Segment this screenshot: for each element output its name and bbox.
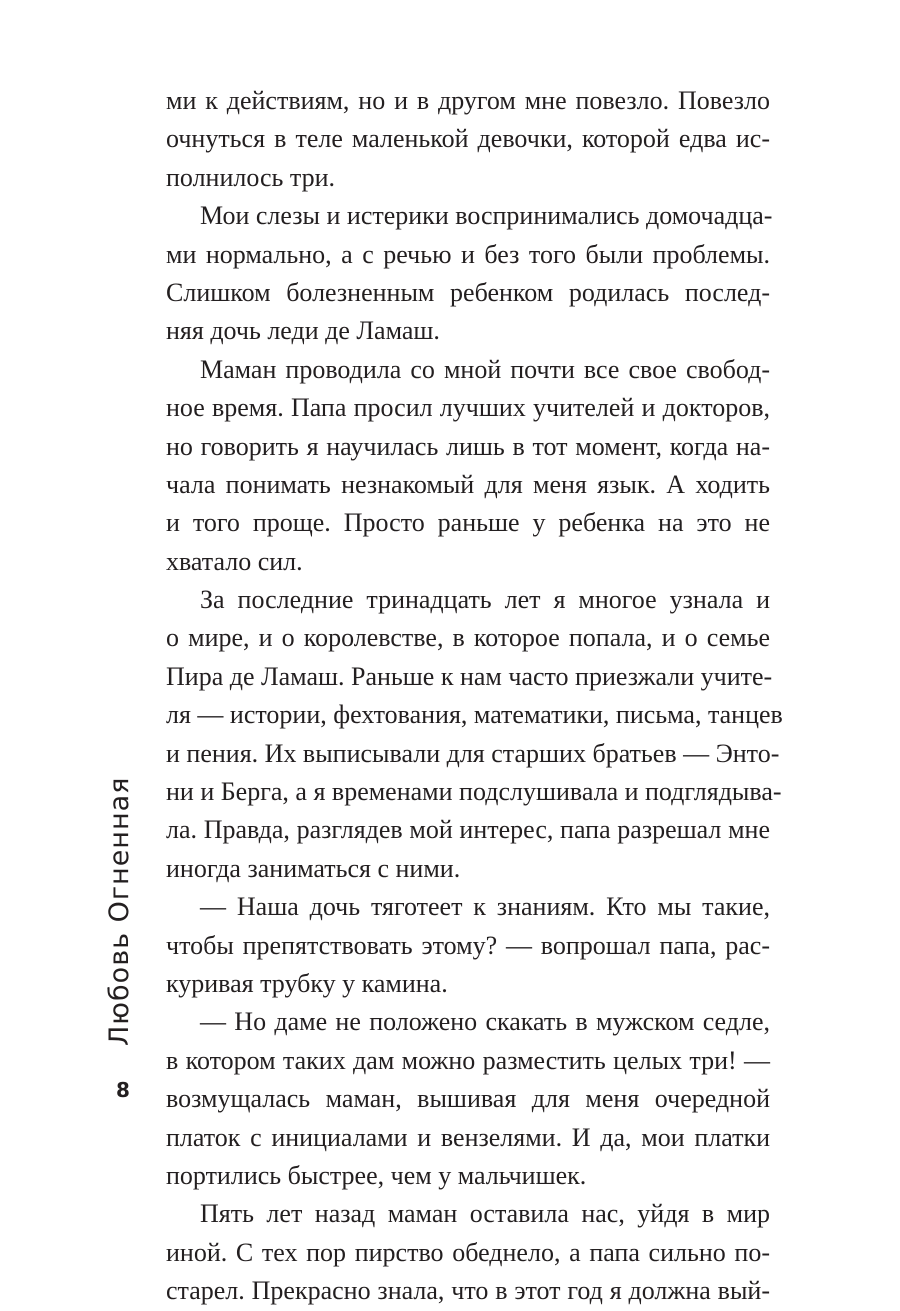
text-line: иногда заниматься с ними. xyxy=(166,853,461,883)
text-line: чтобы препятствовать этому? — вопрошал папа, рас- xyxy=(166,930,770,960)
text-line: старел. Прекрасно знала, что в этот год я должна вый- xyxy=(166,1276,770,1306)
text-line: куривая трубку у камина. xyxy=(166,968,448,998)
text-line: Слишком болезненным ребенком родилась послед- xyxy=(166,277,770,307)
text-line: няя дочь леди де Ламаш. xyxy=(166,316,440,346)
running-head-book-title: Любовь Огненная xyxy=(104,776,135,1046)
text-line: Маман проводила со мной почти все свое свобод- xyxy=(200,354,770,384)
text-line: портились быстрее, чем у мальчишек. xyxy=(166,1160,587,1190)
text-line: полнилось три. xyxy=(166,162,335,192)
text-line: Пира де Ламаш. Раньше к нам часто приезжали учите- xyxy=(166,661,773,691)
text-line: Пять лет назад маман оставила нас, уйдя в мир xyxy=(200,1199,770,1229)
text-line: ни и Берга, а я временами подслушивала и подглядыва- xyxy=(166,777,782,807)
text-line: ля — истории, фехтования, математики, письма, танцев xyxy=(166,700,783,730)
text-line: чала понимать незнакомый для меня язык. А ходить xyxy=(166,469,770,499)
text-line: — Но даме не положено скакать в мужском седле, xyxy=(200,1007,770,1037)
text-line: возмущалась маман, вышивая для меня очередной xyxy=(166,1084,770,1114)
text-line: ла. Правда, разглядев мой интерес, папа разрешал мне xyxy=(166,815,770,845)
text-line: Мои слезы и истерики воспринимались домочадца- xyxy=(200,201,773,231)
text-line: — Наша дочь тяготеет к знаниям. Кто мы такие, xyxy=(200,892,770,922)
text-line: ми к действиям, но и в другом мне повезло. Повезло xyxy=(166,86,770,115)
text-line: и пения. Их выписывали для старших братьев — Энто- xyxy=(166,738,780,768)
text-line: но говорить я научилась лишь в тот момент, когда на- xyxy=(166,431,770,461)
page-number: 8 xyxy=(116,1078,130,1102)
text-line: в котором таких дам можно разместить целых три! — xyxy=(166,1045,770,1075)
text-line: и того проще. Просто раньше у ребенка на это не xyxy=(166,508,770,538)
text-line: ми нормально, а с речью и без того были проблемы. xyxy=(166,239,770,269)
text-line: платок с инициалами и вензелями. И да, мои платки xyxy=(166,1122,770,1152)
text-line: хватало сил. xyxy=(166,546,303,576)
text-line: За последние тринадцать лет я многое узнала и xyxy=(200,585,770,615)
text-line: очнуться в теле маленькой девочки, которой едва ис- xyxy=(166,124,770,154)
text-line: иной. С тех пор пирство обеднело, а папа сильно по- xyxy=(166,1237,770,1267)
text-line: ное время. Папа просил лучших учителей и докторов, xyxy=(166,393,770,423)
body-text xyxy=(166,82,783,1311)
text-line: о мире, и о королевстве, в которое попала, и о семье xyxy=(166,623,770,653)
